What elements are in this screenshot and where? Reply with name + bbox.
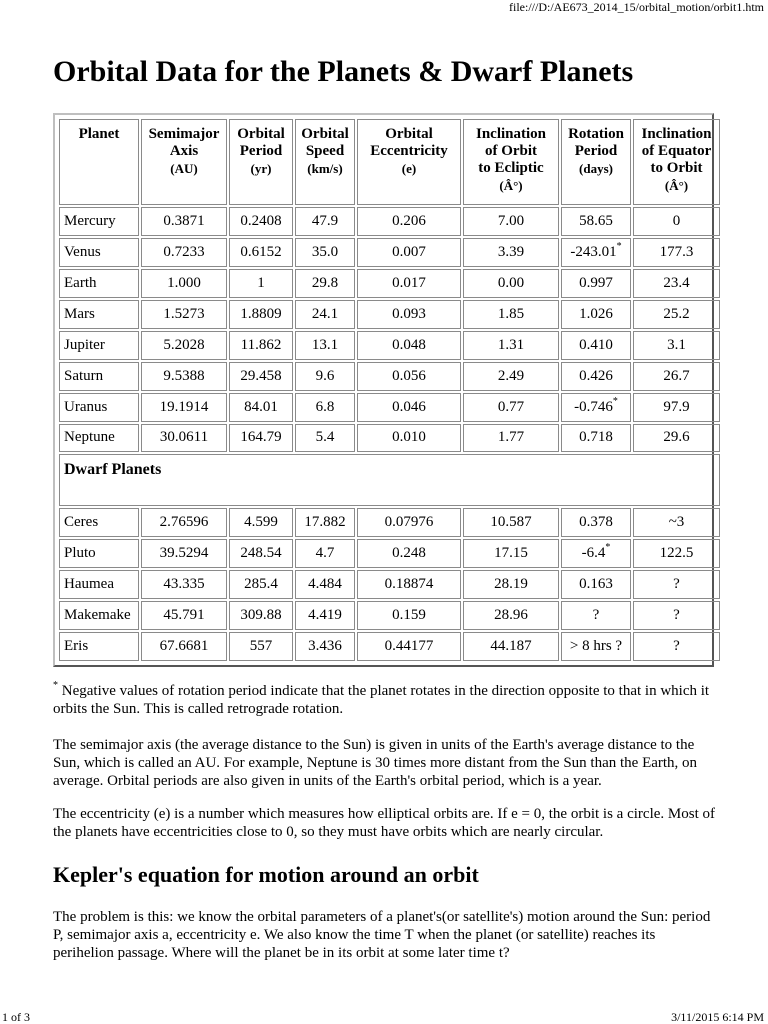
cell-incl-value: 1.31 bbox=[497, 336, 525, 353]
cell-rot bbox=[561, 238, 631, 267]
cell-tilt bbox=[633, 632, 720, 661]
cell-speed bbox=[295, 632, 355, 661]
cell-period-value: 164.79 bbox=[240, 429, 282, 446]
cell-tilt bbox=[633, 539, 720, 568]
column-header-unit: (e) bbox=[401, 161, 417, 176]
table-row bbox=[59, 570, 720, 599]
cell-incl bbox=[463, 300, 559, 329]
cell-ecc bbox=[357, 539, 461, 568]
column-header-text: Semimajor bbox=[148, 126, 220, 142]
table-row bbox=[59, 207, 720, 236]
table-row bbox=[59, 362, 720, 391]
cell-axis-value: 5.2028 bbox=[163, 336, 205, 353]
cell-period-value: 309.88 bbox=[240, 606, 282, 623]
cell-period bbox=[229, 331, 293, 360]
cell-name bbox=[59, 424, 139, 453]
cell-ecc-value: 0.206 bbox=[392, 212, 426, 229]
dwarf-planets-heading-row bbox=[59, 454, 720, 506]
cell-ecc-value: 0.017 bbox=[392, 274, 426, 291]
cell-tilt bbox=[633, 331, 720, 360]
cell-speed bbox=[295, 508, 355, 537]
cell-ecc-value: 0.056 bbox=[392, 367, 426, 384]
table-header-row bbox=[59, 119, 720, 205]
column-header-text: Planet bbox=[78, 126, 120, 142]
cell-rot bbox=[561, 362, 631, 391]
cell-period bbox=[229, 207, 293, 236]
paragraph-eccentricity: The eccentricity (e) is a number which measures how elliptical orbits are. If e = 0, the orbit is a circle. Most of the planets have eccentricities close to 0, so they must have orbits which are nearly circular. bbox=[53, 806, 715, 840]
cell-tilt bbox=[633, 238, 720, 267]
cell-speed bbox=[295, 539, 355, 568]
cell-incl bbox=[463, 238, 559, 267]
cell-period-value: 29.458 bbox=[240, 367, 282, 384]
cell-tilt-value: 122.5 bbox=[659, 545, 694, 562]
cell-axis-value: 43.335 bbox=[163, 576, 205, 593]
cell-tilt bbox=[633, 424, 720, 453]
cell-rot bbox=[561, 508, 631, 537]
table-row bbox=[59, 269, 720, 298]
cell-period-value: 0.2408 bbox=[240, 212, 282, 229]
column-header-text: Period bbox=[239, 143, 283, 159]
cell-tilt-value: ? bbox=[673, 637, 680, 654]
cell-incl-value: 44.187 bbox=[490, 637, 532, 654]
cell-tilt-value: 23.4 bbox=[663, 274, 690, 291]
cell-axis-value: 1.5273 bbox=[163, 305, 205, 322]
cell-period-value: 1.8809 bbox=[240, 305, 282, 322]
cell-name-value: Neptune bbox=[64, 429, 115, 446]
column-header-unit: (Â°) bbox=[499, 178, 523, 193]
cell-tilt-value: ? bbox=[673, 576, 680, 593]
cell-incl bbox=[463, 632, 559, 661]
cell-name-value: Venus bbox=[64, 243, 101, 260]
footnote-marker: * bbox=[53, 680, 58, 691]
cell-speed-value: 5.4 bbox=[315, 429, 335, 446]
cell-axis bbox=[141, 601, 227, 630]
cell-name bbox=[59, 539, 139, 568]
cell-speed-value: 9.6 bbox=[315, 367, 335, 384]
cell-incl-value: 0.77 bbox=[497, 398, 525, 415]
cell-incl bbox=[463, 331, 559, 360]
retrograde-note-marker: * bbox=[605, 542, 611, 554]
cell-speed bbox=[295, 424, 355, 453]
footnote-text: Negative values of rotation period indicate that the planet rotates in the direction opposite to that in which it orbits the Sun. This is called retrograde rotation. bbox=[53, 683, 710, 717]
column-header bbox=[357, 119, 461, 205]
cell-name-value: Makemake bbox=[64, 606, 131, 623]
cell-rot-value: ? bbox=[592, 606, 600, 623]
cell-speed bbox=[295, 570, 355, 599]
cell-tilt-value: ? bbox=[673, 606, 680, 623]
cell-name-value: Earth bbox=[64, 274, 97, 291]
cell-speed-value: 35.0 bbox=[311, 243, 339, 260]
cell-name bbox=[59, 601, 139, 630]
cell-rot-value: 0.426 bbox=[579, 367, 613, 384]
column-header-text: Eccentricity bbox=[370, 143, 448, 159]
table-row bbox=[59, 632, 720, 661]
cell-name-value: Pluto bbox=[64, 545, 96, 562]
cell-period bbox=[229, 393, 293, 422]
cell-period-value: 248.54 bbox=[240, 545, 282, 562]
cell-ecc-value: 0.048 bbox=[392, 336, 426, 353]
cell-tilt-value: 25.2 bbox=[663, 305, 690, 322]
column-header-text: Inclination bbox=[475, 126, 547, 142]
cell-axis bbox=[141, 632, 227, 661]
cell-incl-value: 10.587 bbox=[490, 514, 532, 531]
cell-period bbox=[229, 424, 293, 453]
cell-ecc bbox=[357, 632, 461, 661]
table-row bbox=[59, 424, 720, 453]
orbital-data-table-frame bbox=[53, 113, 714, 667]
table-row bbox=[59, 393, 720, 422]
cell-incl-value: 0.00 bbox=[497, 274, 525, 291]
cell-ecc bbox=[357, 362, 461, 391]
cell-ecc bbox=[357, 601, 461, 630]
cell-ecc bbox=[357, 238, 461, 267]
column-header-text: Period bbox=[574, 143, 618, 159]
cell-period bbox=[229, 238, 293, 267]
cell-rot-value: 0.997 bbox=[579, 274, 613, 291]
cell-incl bbox=[463, 508, 559, 537]
column-header-text: Inclination bbox=[641, 126, 712, 142]
cell-tilt-value: ~3 bbox=[668, 514, 685, 531]
cell-period bbox=[229, 632, 293, 661]
column-header-text: Rotation bbox=[568, 126, 624, 142]
cell-name-value: Eris bbox=[64, 637, 89, 654]
cell-ecc-value: 0.007 bbox=[392, 243, 426, 260]
cell-axis-value: 9.5388 bbox=[163, 367, 205, 384]
cell-speed bbox=[295, 300, 355, 329]
cell-axis bbox=[141, 269, 227, 298]
cell-rot bbox=[561, 601, 631, 630]
column-header-text: Axis bbox=[169, 143, 199, 159]
cell-name bbox=[59, 570, 139, 599]
column-header-text: to Orbit bbox=[650, 160, 703, 176]
cell-speed bbox=[295, 601, 355, 630]
cell-period-value: 285.4 bbox=[244, 576, 278, 593]
cell-axis bbox=[141, 570, 227, 599]
column-header bbox=[561, 119, 631, 205]
cell-period bbox=[229, 570, 293, 599]
cell-name bbox=[59, 393, 139, 422]
cell-axis-value: 19.1914 bbox=[159, 398, 209, 415]
cell-name-value: Haumea bbox=[64, 576, 114, 593]
cell-ecc-value: 0.18874 bbox=[384, 576, 434, 593]
cell-rot bbox=[561, 300, 631, 329]
cell-ecc bbox=[357, 331, 461, 360]
column-header-text: to Ecliptic bbox=[478, 160, 544, 176]
cell-rot bbox=[561, 539, 631, 568]
cell-period bbox=[229, 300, 293, 329]
cell-axis-value: 67.6681 bbox=[159, 637, 209, 654]
table-row bbox=[59, 331, 720, 360]
cell-rot bbox=[561, 570, 631, 599]
cell-name bbox=[59, 331, 139, 360]
cell-speed bbox=[295, 269, 355, 298]
column-header bbox=[633, 119, 720, 205]
cell-speed-value: 6.8 bbox=[315, 398, 335, 415]
cell-name-value: Ceres bbox=[64, 514, 99, 531]
cell-incl-value: 28.96 bbox=[494, 606, 528, 623]
cell-name bbox=[59, 508, 139, 537]
cell-period-value: 11.862 bbox=[240, 336, 282, 353]
cell-axis bbox=[141, 362, 227, 391]
cell-name bbox=[59, 207, 139, 236]
cell-period bbox=[229, 601, 293, 630]
cell-axis bbox=[141, 424, 227, 453]
cell-name-value: Uranus bbox=[64, 398, 108, 415]
cell-period-value: 0.6152 bbox=[240, 243, 282, 260]
cell-rot bbox=[561, 207, 631, 236]
orbital-data-table bbox=[57, 117, 722, 663]
cell-ecc bbox=[357, 424, 461, 453]
column-header-unit: (days) bbox=[579, 161, 613, 176]
cell-name bbox=[59, 238, 139, 267]
cell-ecc-value: 0.010 bbox=[392, 429, 426, 446]
cell-rot bbox=[561, 632, 631, 661]
cell-ecc-value: 0.07976 bbox=[384, 514, 434, 531]
cell-rot-value: 0.378 bbox=[579, 514, 613, 531]
cell-name-value: Mercury bbox=[64, 212, 116, 229]
cell-tilt bbox=[633, 269, 720, 298]
cell-tilt bbox=[633, 300, 720, 329]
cell-incl-value: 3.39 bbox=[497, 243, 525, 260]
column-header bbox=[59, 119, 139, 205]
cell-axis bbox=[141, 331, 227, 360]
cell-tilt-value: 29.6 bbox=[663, 429, 690, 446]
cell-tilt bbox=[633, 601, 720, 630]
cell-tilt bbox=[633, 207, 720, 236]
dwarf-planets-heading: Dwarf Planets bbox=[59, 454, 720, 506]
column-header-text: Orbital bbox=[237, 126, 285, 142]
cell-axis-value: 0.7233 bbox=[163, 243, 205, 260]
cell-rot-value: 0.163 bbox=[579, 576, 613, 593]
cell-period bbox=[229, 269, 293, 298]
cell-tilt bbox=[633, 570, 720, 599]
cell-speed-value: 24.1 bbox=[311, 305, 339, 322]
cell-tilt-value: 97.9 bbox=[663, 398, 690, 415]
table-row bbox=[59, 300, 720, 329]
column-header-text: Orbital bbox=[301, 126, 349, 142]
cell-speed-value: 47.9 bbox=[311, 212, 339, 229]
cell-speed-value: 4.7 bbox=[315, 545, 335, 562]
cell-axis bbox=[141, 539, 227, 568]
cell-tilt-value: 0 bbox=[672, 212, 681, 229]
cell-incl bbox=[463, 362, 559, 391]
table-row bbox=[59, 539, 720, 568]
cell-incl bbox=[463, 393, 559, 422]
cell-incl-value: 1.85 bbox=[497, 305, 525, 322]
cell-axis-value: 45.791 bbox=[163, 606, 205, 623]
print-header-url: file:///D:/AE673_2014_15/orbital_motion/orbit1.htm bbox=[509, 0, 764, 14]
cell-axis bbox=[141, 238, 227, 267]
cell-incl bbox=[463, 424, 559, 453]
cell-tilt-value: 177.3 bbox=[659, 243, 694, 260]
cell-incl-value: 28.19 bbox=[494, 576, 528, 593]
footnote bbox=[53, 682, 718, 718]
cell-period-value: 4.599 bbox=[244, 514, 278, 531]
retrograde-note-marker: * bbox=[612, 395, 618, 407]
cell-ecc-value: 0.44177 bbox=[384, 637, 434, 654]
cell-axis-value: 30.0611 bbox=[159, 429, 209, 446]
cell-rot-value: 58.65 bbox=[579, 212, 613, 229]
column-header-text: Orbital bbox=[385, 126, 433, 142]
cell-ecc-value: 0.248 bbox=[392, 545, 426, 562]
cell-rot bbox=[561, 269, 631, 298]
cell-axis-value: 39.5294 bbox=[159, 545, 209, 562]
print-footer-page: 1 of 3 bbox=[2, 1010, 30, 1024]
cell-axis bbox=[141, 508, 227, 537]
column-header-unit: (yr) bbox=[250, 161, 272, 176]
paragraph-semimajor-axis: The semimajor axis (the average distance to the Sun) is given in units of the Earth's average distance to the Sun, which is called an AU. For example, Neptune is 30 times more distant from the Sun than the Earth, on average. Orbital periods are also given in units of the Earth's orbital period, which is a year. bbox=[53, 737, 698, 789]
cell-ecc bbox=[357, 570, 461, 599]
column-header-text: of Orbit bbox=[484, 143, 538, 159]
cell-tilt bbox=[633, 508, 720, 537]
cell-speed-value: 4.419 bbox=[308, 606, 342, 623]
cell-incl bbox=[463, 539, 559, 568]
cell-name bbox=[59, 300, 139, 329]
paragraph-kepler-problem: The problem is this: we know the orbital parameters of a planet's(or satellite's) motion around the Sun: period P, semimajor axis a, eccentricity e. We also know the time T when the planet (or satellite) reaches its perihelion passage. Where will the planet be in its orbit at some later time t? bbox=[53, 909, 711, 961]
cell-axis-value: 1.000 bbox=[167, 274, 201, 291]
cell-incl-value: 1.77 bbox=[497, 429, 525, 446]
column-header-unit: (AU) bbox=[170, 161, 198, 176]
cell-name-value: Jupiter bbox=[64, 336, 105, 353]
cell-period bbox=[229, 539, 293, 568]
cell-period-value: 557 bbox=[249, 637, 273, 654]
cell-ecc bbox=[357, 207, 461, 236]
table-row bbox=[59, 238, 720, 267]
cell-speed-value: 29.8 bbox=[311, 274, 339, 291]
column-header bbox=[229, 119, 293, 205]
cell-name bbox=[59, 269, 139, 298]
cell-ecc bbox=[357, 269, 461, 298]
cell-ecc-value: 0.093 bbox=[392, 305, 426, 322]
cell-ecc bbox=[357, 393, 461, 422]
cell-tilt bbox=[633, 393, 720, 422]
cell-tilt-value: 3.1 bbox=[667, 336, 686, 353]
cell-speed bbox=[295, 362, 355, 391]
cell-incl bbox=[463, 601, 559, 630]
cell-incl bbox=[463, 570, 559, 599]
cell-rot-value: 1.026 bbox=[579, 305, 613, 322]
cell-tilt bbox=[633, 362, 720, 391]
cell-rot-value: > 8 hrs ? bbox=[569, 637, 623, 654]
cell-ecc-value: 0.159 bbox=[392, 606, 426, 623]
cell-rot-value: -0.746 bbox=[574, 398, 613, 415]
column-header bbox=[463, 119, 559, 205]
cell-rot-value: -6.4 bbox=[581, 545, 606, 562]
cell-period bbox=[229, 508, 293, 537]
cell-period-value: 1 bbox=[257, 274, 265, 291]
cell-axis bbox=[141, 300, 227, 329]
cell-rot bbox=[561, 424, 631, 453]
cell-incl-value: 17.15 bbox=[494, 545, 528, 562]
cell-speed-value: 17.882 bbox=[304, 514, 346, 531]
cell-axis-value: 2.76596 bbox=[159, 514, 209, 531]
cell-rot bbox=[561, 393, 631, 422]
cell-speed bbox=[295, 331, 355, 360]
cell-axis-value: 0.3871 bbox=[163, 212, 205, 229]
column-header-text: of Equator bbox=[641, 143, 712, 159]
cell-speed bbox=[295, 207, 355, 236]
table-row bbox=[59, 508, 720, 537]
cell-name bbox=[59, 632, 139, 661]
cell-speed bbox=[295, 393, 355, 422]
cell-axis bbox=[141, 207, 227, 236]
cell-name-value: Saturn bbox=[64, 367, 104, 384]
cell-rot bbox=[561, 331, 631, 360]
cell-name bbox=[59, 362, 139, 391]
column-header bbox=[295, 119, 355, 205]
cell-incl-value: 2.49 bbox=[497, 367, 525, 384]
cell-ecc bbox=[357, 300, 461, 329]
cell-speed-value: 3.436 bbox=[308, 637, 342, 654]
table-row bbox=[59, 601, 720, 630]
cell-rot-value: 0.410 bbox=[579, 336, 613, 353]
cell-incl bbox=[463, 207, 559, 236]
cell-speed-value: 4.484 bbox=[308, 576, 342, 593]
cell-tilt-value: 26.7 bbox=[663, 367, 690, 384]
cell-period bbox=[229, 362, 293, 391]
cell-rot-value: 0.718 bbox=[579, 429, 613, 446]
print-footer-datetime: 3/11/2015 6:14 PM bbox=[671, 1010, 764, 1024]
column-header-unit: (Â°) bbox=[664, 178, 689, 193]
cell-incl bbox=[463, 269, 559, 298]
section-title: Kepler's equation for motion around an orbit bbox=[53, 862, 479, 887]
cell-axis bbox=[141, 393, 227, 422]
cell-name-value: Mars bbox=[64, 305, 95, 322]
column-header bbox=[141, 119, 227, 205]
column-header-text: Speed bbox=[305, 143, 345, 159]
cell-rot-value: -243.01 bbox=[570, 243, 617, 260]
cell-ecc-value: 0.046 bbox=[392, 398, 426, 415]
retrograde-note-marker: * bbox=[616, 240, 622, 252]
cell-speed-value: 13.1 bbox=[311, 336, 339, 353]
cell-ecc bbox=[357, 508, 461, 537]
cell-incl-value: 7.00 bbox=[497, 212, 525, 229]
cell-speed bbox=[295, 238, 355, 267]
page-title: Orbital Data for the Planets & Dwarf Planets bbox=[53, 55, 634, 88]
column-header-unit: (km/s) bbox=[307, 161, 343, 176]
cell-period-value: 84.01 bbox=[244, 398, 278, 415]
